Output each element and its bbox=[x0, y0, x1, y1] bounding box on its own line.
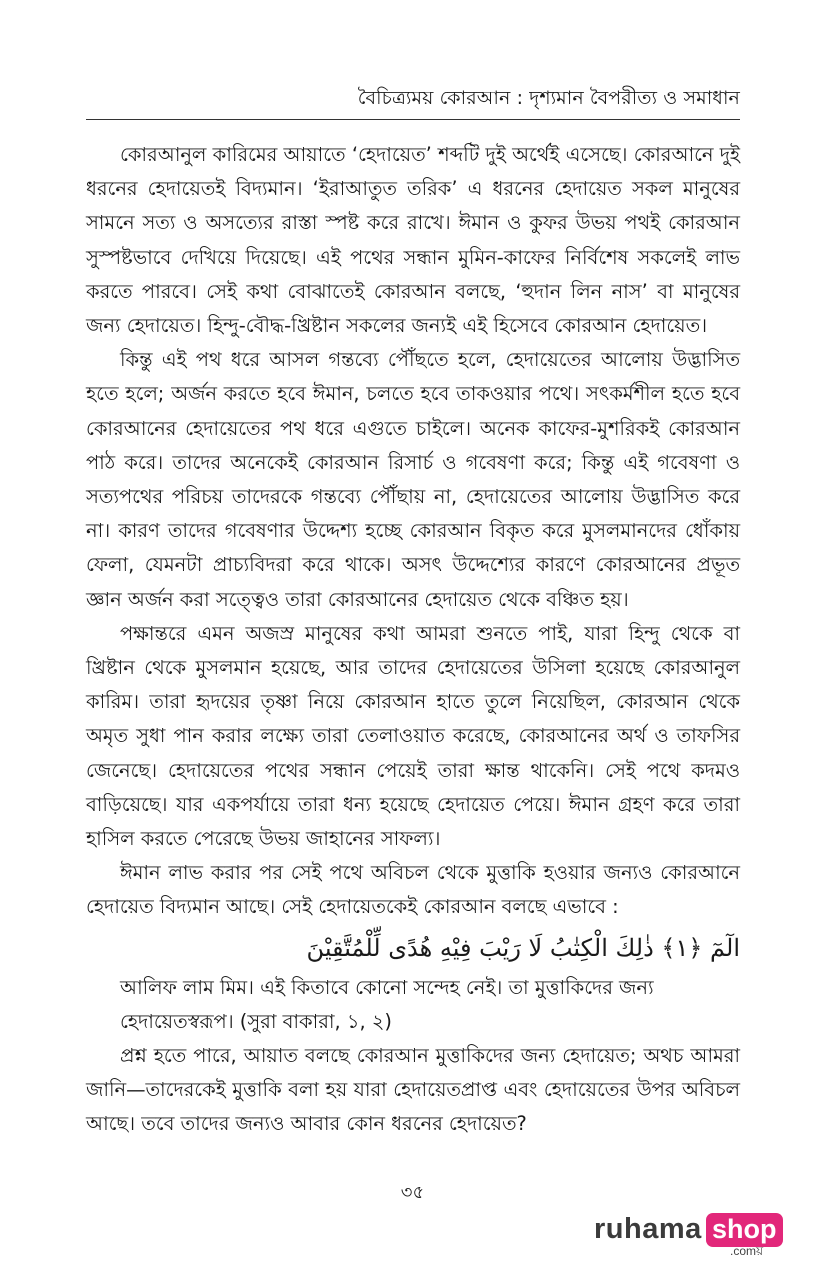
verse-translation-line-2: হেদায়েতস্বরূপ। (সুরা বাকারা, ১, ২) bbox=[120, 1009, 392, 1033]
verse-translation-line-1: আলিফ লাম মিম। এই কিতাবে কোনো সন্দেহ নেই। তা মুত্তাকিদের জন্য bbox=[120, 975, 654, 999]
paragraph-3: পক্ষান্তরে এমন অজস্র মানুষের কথা আমরা শুনতে পাই, যারা হিন্দু থেকে বা খ্রিষ্টান থেকে মুসলমান হয়েছে, আর তাদের হেদায়েতের উসিলা হয়েছে কোরআনুল কারিম। তারা হৃদয়ের তৃষ্ণা নিয়ে কোরআন হাতে তুলে নিয়েছিল, কোরআন থেকে অমৃত সুধা পান করার লক্ষ্যে তারা তেলাওয়াত করেছে, কোরআনের অর্থ ও তাফসির জেনেছে। হেদায়েতের পথের সন্ধান পেয়েই তারা ক্ষান্ত থাকেনি। সেই পথে কদমও বাড়িয়েছে। যার একপর্যায়ে তারা ধন্য হয়েছে হেদায়েত পেয়ে। ঈমান গ্রহণ করে তারা হাসিল করতে পেরেছে উভয় জাহানের সাফল্য। bbox=[86, 621, 740, 851]
page-body bbox=[86, 138, 740, 1142]
quran-verse-arabic: الٓمٓ ﴿١﴾ ذٰلِكَ الْكِتٰبُ لَا رَيْبَ فِيْهِ هُدًى لِّلْمُتَّقِيْنَ bbox=[306, 933, 740, 962]
watermark-domain: .comয় bbox=[730, 1244, 764, 1258]
header-divider bbox=[86, 119, 740, 120]
watermark-brand: ruhama bbox=[594, 1213, 702, 1245]
closing-paragraph: প্রশ্ন হতে পারে, আয়াত বলছে কোরআন মুত্তাকিদের জন্য হেদায়েত; অথচ আমরা জানি—তাদেরকেই মুত্তাকি বলা হয় যারা হেদায়েতপ্রাপ্ত এবং হেদায়েতের উপর অবিচল আছে। তবে তাদের জন্যও আবার কোন ধরনের হেদায়েত? bbox=[86, 1044, 740, 1136]
running-header: বৈচিত্র্যময় কোরআন : দৃশ্যমান বৈপরীত্য ও সমাধান bbox=[357, 87, 740, 109]
paragraph-2: কিন্তু এই পথ ধরে আসল গন্তব্যে পৌঁছতে হলে, হেদায়েতের আলোয় উদ্ভাসিত হতে হলে; অর্জন করতে হবে ঈমান, চলতে হবে তাকওয়ার পথে। সৎকর্মশীল হতে হবে কোরআনের হেদায়েতের পথ ধরে এগুতে চাইলে। অনেক কাফের-মুশরিকই কোরআন পাঠ করে। তাদের অনেকেই কোরআন রিসার্চ ও গবেষণা করে; কিন্তু এই গবেষণা ও সত্যপথের পরিচয় তাদেরকে গন্তব্যে পৌঁছায় না, হেদায়েতের আলোয় উদ্ভাসিত করে না। কারণ তাদের গবেষণার উদ্দেশ্য হচ্ছে কোরআন বিকৃত করে মুসলমানদের ধোঁকায় ফেলা, যেমনটা প্রাচ্যবিদরা করে থাকে। অসৎ উদ্দেশ্যের কারণে কোরআনের প্রভূত জ্ঞান অর্জন করা সত্ত্বেও তারা কোরআনের হেদায়েত থেকে বঞ্চিত হয়। bbox=[86, 348, 740, 611]
page-number: ৩৫ bbox=[400, 1182, 425, 1203]
watermark-brand-highlight: shop bbox=[706, 1213, 783, 1247]
paragraph-4: ঈমান লাভ করার পর সেই পথে অবিচল থেকে মুত্তাকি হওয়ার জন্যও কোরআনে হেদায়েত বিদ্যমান আছে। সেই হেদায়েতকেই কোরআন বলছে এভাবে : bbox=[86, 861, 740, 919]
paragraph-1: কোরআনুল কারিমের আয়াতে ‘হেদায়েত’ শব্দটি দুই অর্থেই এসেছে। কোরআনে দুই ধরনের হেদায়েতই বিদ্যমান। ‘ইরাআতুত তরিক’ এ ধরনের হেদায়েত সকল মানুষের সামনে সত্য ও অসত্যের রাস্তা স্পষ্ট করে রাখে। ঈমান ও কুফর উভয় পথই কোরআন সুস্পষ্টভাবে দেখিয়ে দিয়েছে। এই পথের সন্ধান মুমিন-কাফের নির্বিশেষ সকলেই লাভ করতে পারবে। সেই কথা বোঝাতেই কোরআন বলছে, ‘হুদান লিন নাস’ বা মানুষের জন্য হেদায়েত। হিন্দু-বৌদ্ধ-খ্রিষ্টান সকলের জন্যই এই হিসেবে কোরআন হেদায়েত। bbox=[86, 143, 740, 338]
